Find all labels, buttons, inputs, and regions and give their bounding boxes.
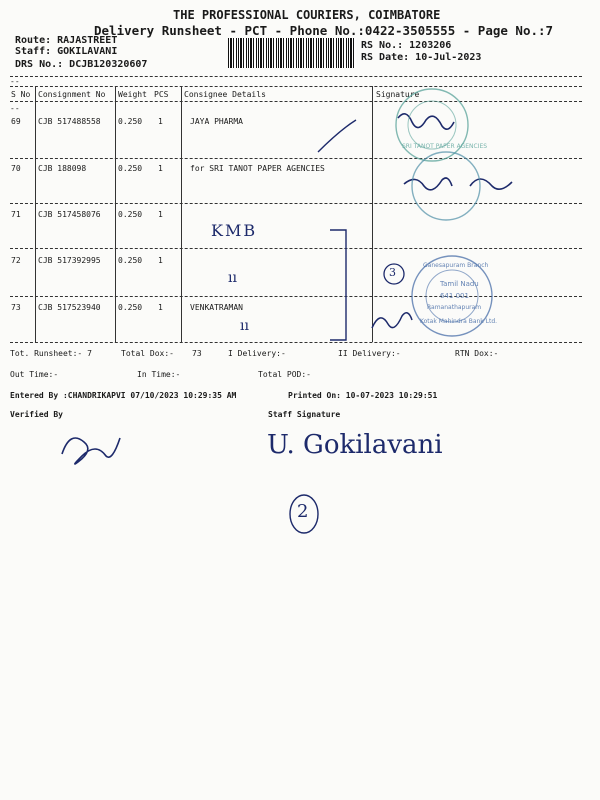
rs-number: RS No.: 1203206 xyxy=(361,40,452,51)
row-consignment: CJB 517523940 xyxy=(38,303,101,312)
row-consignment: CJB 188098 xyxy=(38,164,87,173)
col-header-consignee: Consignee Details xyxy=(184,90,266,99)
row-details: JAYA PHARMA xyxy=(190,117,243,126)
row-consignment: CJB 517392995 xyxy=(38,256,101,265)
total-dox-label: Total Dox:- xyxy=(121,349,174,358)
col-header-consignment: Consignment No xyxy=(38,90,106,99)
total-pod: Total POD:- xyxy=(258,370,311,379)
signature-stroke xyxy=(372,313,412,328)
entered-by: Entered By :CHANDRIKAPVI 07/10/2023 10:29:35 AM xyxy=(10,391,237,400)
handwritten-ditto: ıı xyxy=(240,318,249,334)
verified-by: Verified By xyxy=(10,410,63,419)
row-weight: 0.250 xyxy=(118,210,143,219)
row-pcs: 1 xyxy=(158,210,163,219)
bank-stamp-line: 641 001 xyxy=(440,292,469,300)
bank-stamp-line: Ganesapuram Branch xyxy=(423,262,489,269)
signature-stroke xyxy=(404,178,512,190)
row-weight: 0.250 xyxy=(118,164,143,173)
row-pcs: 1 xyxy=(158,303,163,312)
ii-delivery: II Delivery:- xyxy=(338,349,401,358)
tanot-stamp-ring xyxy=(396,89,468,161)
staff-label: Staff: GOKILAVANI xyxy=(15,46,118,57)
route-label: Route: RAJASTREET xyxy=(15,35,118,46)
row-sno: 71 xyxy=(11,210,21,219)
dash-marker: -- xyxy=(10,77,20,86)
drs-number: DRS No.: DCJB120320607 xyxy=(15,59,148,70)
in-time: In Time:- xyxy=(137,370,181,379)
row-details: VENKATRAMAN xyxy=(190,303,243,312)
col-header-weight: Weight xyxy=(118,90,147,99)
row-weight: 0.250 xyxy=(118,303,143,312)
dash-marker-2: -- xyxy=(10,104,20,113)
signature-stroke xyxy=(398,114,454,129)
row-weight: 0.250 xyxy=(118,117,143,126)
row-pcs: 1 xyxy=(158,256,163,265)
circle-mark-number: 2 xyxy=(297,501,309,522)
row-pcs: 1 xyxy=(158,117,163,126)
bracket-stroke xyxy=(330,230,346,340)
row-sno: 70 xyxy=(11,164,21,173)
bank-stamp-line: Tamil Nadu xyxy=(440,280,479,288)
col-header-pcs: PCS xyxy=(154,90,169,99)
row-weight: 0.250 xyxy=(118,256,143,265)
col-header-sno: S No xyxy=(11,90,31,99)
rtn-dox: RTN Dox:- xyxy=(455,349,499,358)
row-details: for SRI TANOT PAPER AGENCIES xyxy=(190,164,325,173)
handwritten-ditto: ıı xyxy=(228,270,237,286)
total-runsheet: Tot. Runsheet:- 7 xyxy=(10,349,92,358)
row-consignment: CJB 517458076 xyxy=(38,210,101,219)
stamp-ring xyxy=(412,152,480,220)
total-dox-value: 73 xyxy=(192,349,202,358)
staff-signature-label: Staff Signature xyxy=(268,410,341,419)
bank-stamp-line: Ramanathapuram xyxy=(427,304,482,311)
company-title: THE PROFESSIONAL COURIERS, COIMBATORE xyxy=(173,8,441,22)
runsheet-title: Delivery Runsheet - PCT - Phone No.:0422-3505555 - Page No.:7 xyxy=(94,23,554,38)
row-consignment: CJB 517488558 xyxy=(38,117,101,126)
i-delivery: I Delivery:- xyxy=(228,349,286,358)
verified-signature-stroke xyxy=(62,438,120,464)
tanot-stamp-text: SRI TANOT PAPER AGENCIES xyxy=(402,143,488,150)
out-time: Out Time:- xyxy=(10,370,59,379)
printed-on: Printed On: 10-07-2023 10:29:51 xyxy=(288,391,438,400)
row-sno: 72 xyxy=(11,256,21,265)
row-sno: 73 xyxy=(11,303,21,312)
row-pcs: 1 xyxy=(158,164,163,173)
staff-signature-handwritten: U. Gokilavani xyxy=(267,430,443,460)
tanot-stamp-inner-ring xyxy=(408,101,456,149)
bank-stamp-line: Kotak Mahindra Bank Ltd. xyxy=(420,318,498,325)
signature-stroke xyxy=(318,120,356,152)
rs-date: RS Date: 10-Jul-2023 xyxy=(361,52,482,63)
col-header-signature: Signature xyxy=(376,90,420,99)
circle-mark-number: 3 xyxy=(389,266,396,279)
handwritten-kmb: KMB xyxy=(211,221,258,240)
row-sno: 69 xyxy=(11,117,21,126)
